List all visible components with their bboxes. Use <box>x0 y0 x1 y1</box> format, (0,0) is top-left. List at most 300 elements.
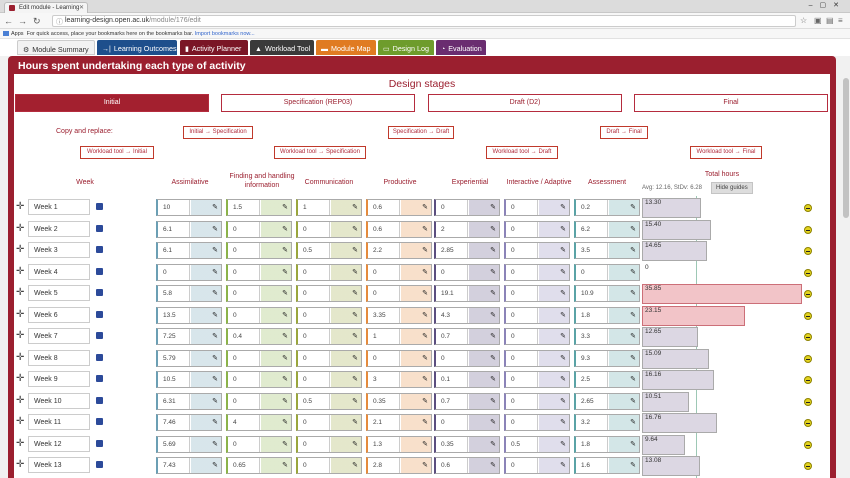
pencil-icon[interactable]: ✎ <box>282 376 288 383</box>
experiential-value[interactable]: 4.3 <box>436 308 468 323</box>
assimilative-value[interactable]: 10.5 <box>158 372 190 387</box>
pencil-icon[interactable]: ✎ <box>212 354 218 362</box>
assimilative-cell[interactable] <box>156 350 222 367</box>
experiential-cell[interactable] <box>434 242 500 259</box>
pencil-icon[interactable]: ✎ <box>352 462 358 469</box>
productive-cell[interactable] <box>366 328 432 345</box>
pencil-icon[interactable]: ✎ <box>560 247 566 254</box>
experiential-value[interactable]: 19.1 <box>436 286 468 301</box>
productive-value[interactable]: 0 <box>368 351 400 366</box>
finding-value[interactable]: 0 <box>228 372 260 387</box>
stage-button-0[interactable]: Initial <box>15 94 209 112</box>
week-name-input[interactable]: Week 8 <box>28 350 90 366</box>
finding-value[interactable]: 0.4 <box>228 329 260 344</box>
productive-cell[interactable] <box>366 199 432 216</box>
finding-value[interactable]: 0 <box>228 243 260 258</box>
drag-handle-icon[interactable]: ✛ <box>16 308 25 320</box>
pencil-icon[interactable]: ✎ <box>560 397 566 405</box>
communication-value[interactable]: 0 <box>298 415 330 430</box>
drag-handle-icon[interactable]: ✛ <box>16 222 25 234</box>
remove-row-icon[interactable] <box>804 290 812 298</box>
productive-cell[interactable] <box>366 414 432 431</box>
week-link-icon[interactable] <box>96 375 103 382</box>
drag-handle-icon[interactable]: ✛ <box>16 373 25 384</box>
nav-tab-2[interactable] <box>180 40 248 55</box>
productive-value[interactable]: 2.8 <box>368 458 400 473</box>
assimilative-cell[interactable] <box>156 457 222 474</box>
interactive-cell[interactable] <box>504 393 570 410</box>
assimilative-cell[interactable] <box>156 285 222 302</box>
finding-value[interactable]: 0 <box>228 265 260 280</box>
pencil-icon[interactable]: ✎ <box>630 225 636 233</box>
pencil-icon[interactable]: ✎ <box>422 419 428 426</box>
week-link-icon[interactable] <box>96 311 103 318</box>
finding-cell[interactable] <box>226 393 292 410</box>
pencil-icon[interactable]: ✎ <box>282 440 288 448</box>
communication-value[interactable]: 0 <box>298 265 330 280</box>
pencil-icon[interactable]: ✎ <box>560 419 566 426</box>
pencil-icon[interactable]: ✎ <box>212 247 218 254</box>
assessment-cell[interactable] <box>574 264 640 281</box>
assessment-cell[interactable] <box>574 199 640 216</box>
experiential-value[interactable]: 0 <box>436 415 468 430</box>
assessment-value[interactable]: 9.3 <box>576 351 608 366</box>
url-input[interactable] <box>52 15 796 27</box>
week-link-icon[interactable] <box>96 332 103 339</box>
nav-tab-6[interactable] <box>436 40 486 55</box>
remove-row-icon[interactable] <box>804 226 812 234</box>
week-name-input[interactable]: Week 9 <box>28 371 90 387</box>
pencil-icon[interactable]: ✎ <box>212 204 218 211</box>
pencil-icon[interactable]: ✎ <box>630 247 636 254</box>
experiential-value[interactable]: 0 <box>436 351 468 366</box>
pencil-icon[interactable]: ✎ <box>630 397 636 405</box>
pencil-icon[interactable]: ✎ <box>212 397 218 405</box>
productive-cell[interactable] <box>366 371 432 388</box>
pencil-icon[interactable]: ✎ <box>352 440 358 448</box>
drag-handle-icon[interactable]: ✛ <box>16 265 25 277</box>
assessment-value[interactable]: 1.8 <box>576 308 608 323</box>
drag-handle-icon[interactable]: ✛ <box>16 244 25 255</box>
interactive-cell[interactable] <box>504 328 570 345</box>
experiential-cell[interactable] <box>434 264 500 281</box>
pencil-icon[interactable]: ✎ <box>422 247 428 254</box>
experiential-cell[interactable] <box>434 414 500 431</box>
pencil-icon[interactable]: ✎ <box>282 354 288 362</box>
week-link-icon[interactable] <box>96 354 103 361</box>
assessment-value[interactable]: 10.9 <box>576 286 608 301</box>
pencil-icon[interactable]: ✎ <box>630 311 636 319</box>
pencil-icon[interactable]: ✎ <box>630 462 636 469</box>
interactive-value[interactable]: 0 <box>506 458 538 473</box>
drag-handle-icon[interactable]: ✛ <box>16 394 25 406</box>
experiential-value[interactable]: 0 <box>436 200 468 215</box>
assimilative-value[interactable]: 10 <box>158 200 190 215</box>
experiential-cell[interactable] <box>434 371 500 388</box>
remove-row-icon[interactable] <box>804 312 812 320</box>
communication-value[interactable]: 0 <box>298 286 330 301</box>
browser-tab[interactable] <box>4 2 88 13</box>
import-bookmarks-link[interactable]: Import bookmarks now... <box>194 31 255 37</box>
remove-row-icon[interactable] <box>804 333 812 341</box>
interactive-value[interactable]: 0 <box>506 265 538 280</box>
pencil-icon[interactable]: ✎ <box>560 225 566 233</box>
experiential-cell[interactable] <box>434 328 500 345</box>
finding-value[interactable]: 0 <box>228 308 260 323</box>
interactive-cell[interactable] <box>504 350 570 367</box>
interactive-cell[interactable] <box>504 242 570 259</box>
assessment-cell[interactable] <box>574 457 640 474</box>
pencil-icon[interactable]: ✎ <box>630 204 636 211</box>
scrollbar-thumb[interactable] <box>843 78 849 218</box>
interactive-cell[interactable] <box>504 436 570 453</box>
hide-guides-button[interactable]: Hide guides <box>711 182 753 194</box>
drag-handle-icon[interactable]: ✛ <box>16 351 25 363</box>
week-link-icon[interactable] <box>96 461 103 468</box>
interactive-value[interactable]: 0 <box>506 200 538 215</box>
assessment-value[interactable]: 3.5 <box>576 243 608 258</box>
pencil-icon[interactable]: ✎ <box>352 268 358 276</box>
productive-value[interactable]: 3 <box>368 372 400 387</box>
pencil-icon[interactable]: ✎ <box>490 247 496 254</box>
week-name-input[interactable]: Week 7 <box>28 328 90 344</box>
pencil-icon[interactable]: ✎ <box>352 225 358 233</box>
week-name-input[interactable]: Week 11 <box>28 414 90 430</box>
nav-tab-0[interactable] <box>17 40 95 55</box>
productive-value[interactable]: 3.35 <box>368 308 400 323</box>
window-controls[interactable]: –▢✕ <box>808 2 846 9</box>
pencil-icon[interactable]: ✎ <box>282 204 288 211</box>
pencil-icon[interactable]: ✎ <box>282 333 288 340</box>
productive-cell[interactable] <box>366 393 432 410</box>
pencil-icon[interactable]: ✎ <box>212 462 218 469</box>
remove-row-icon[interactable] <box>804 419 812 427</box>
pencil-icon[interactable]: ✎ <box>630 354 636 362</box>
interactive-cell[interactable] <box>504 414 570 431</box>
assessment-cell[interactable] <box>574 328 640 345</box>
finding-cell[interactable] <box>226 199 292 216</box>
pencil-icon[interactable]: ✎ <box>352 397 358 405</box>
experiential-value[interactable]: 0.35 <box>436 437 468 452</box>
pencil-icon[interactable]: ✎ <box>630 290 636 297</box>
week-name-input[interactable]: Week 6 <box>28 307 90 323</box>
communication-cell[interactable] <box>296 436 362 453</box>
week-name-input[interactable]: Week 5 <box>28 285 90 301</box>
assimilative-cell[interactable] <box>156 264 222 281</box>
pencil-icon[interactable]: ✎ <box>282 311 288 319</box>
pencil-icon[interactable]: ✎ <box>282 290 288 297</box>
week-name-input[interactable]: Week 4 <box>28 264 90 280</box>
pencil-icon[interactable]: ✎ <box>490 462 496 469</box>
finding-cell[interactable] <box>226 350 292 367</box>
pencil-icon[interactable]: ✎ <box>560 440 566 448</box>
pencil-icon[interactable]: ✎ <box>282 225 288 233</box>
week-link-icon[interactable] <box>96 397 103 404</box>
interactive-value[interactable]: 0 <box>506 351 538 366</box>
week-link-icon[interactable] <box>96 203 103 210</box>
pencil-icon[interactable]: ✎ <box>422 376 428 383</box>
assimilative-cell[interactable] <box>156 199 222 216</box>
copy-button-5[interactable]: Workload tool → Draft <box>486 146 558 159</box>
nav-tab-3[interactable] <box>250 40 314 55</box>
interactive-cell[interactable] <box>504 285 570 302</box>
pencil-icon[interactable]: ✎ <box>630 419 636 426</box>
communication-value[interactable]: 1 <box>298 200 330 215</box>
pencil-icon[interactable]: ✎ <box>352 333 358 340</box>
finding-cell[interactable] <box>226 414 292 431</box>
pencil-icon[interactable]: ✎ <box>490 311 496 319</box>
pencil-icon[interactable]: ✎ <box>212 440 218 448</box>
interactive-cell[interactable] <box>504 221 570 238</box>
experiential-cell[interactable] <box>434 285 500 302</box>
productive-value[interactable]: 1.3 <box>368 437 400 452</box>
finding-cell[interactable] <box>226 457 292 474</box>
pencil-icon[interactable]: ✎ <box>630 268 636 276</box>
assimilative-cell[interactable] <box>156 328 222 345</box>
remove-row-icon[interactable] <box>804 441 812 449</box>
productive-value[interactable]: 0 <box>368 265 400 280</box>
communication-value[interactable]: 0 <box>298 308 330 323</box>
interactive-cell[interactable] <box>504 264 570 281</box>
communication-value[interactable]: 0 <box>298 372 330 387</box>
pencil-icon[interactable]: ✎ <box>630 440 636 448</box>
assessment-cell[interactable] <box>574 436 640 453</box>
communication-value[interactable]: 0 <box>298 222 330 237</box>
pencil-icon[interactable]: ✎ <box>422 268 428 276</box>
communication-cell[interactable] <box>296 371 362 388</box>
communication-cell[interactable] <box>296 199 362 216</box>
communication-cell[interactable] <box>296 307 362 324</box>
communication-value[interactable]: 0 <box>298 458 330 473</box>
productive-cell[interactable] <box>366 264 432 281</box>
communication-cell[interactable] <box>296 350 362 367</box>
drag-handle-icon[interactable]: ✛ <box>16 437 25 449</box>
assimilative-cell[interactable] <box>156 414 222 431</box>
experiential-value[interactable]: 0.7 <box>436 394 468 409</box>
finding-cell[interactable] <box>226 436 292 453</box>
pencil-icon[interactable]: ✎ <box>560 311 566 319</box>
pencil-icon[interactable]: ✎ <box>490 225 496 233</box>
finding-value[interactable]: 0 <box>228 222 260 237</box>
finding-value[interactable]: 0 <box>228 394 260 409</box>
pencil-icon[interactable]: ✎ <box>630 376 636 383</box>
extension-icon[interactable]: ▣ <box>814 16 822 25</box>
finding-cell[interactable] <box>226 264 292 281</box>
interactive-value[interactable]: 0 <box>506 394 538 409</box>
pencil-icon[interactable]: ✎ <box>422 354 428 362</box>
extension-icon-2[interactable]: ▤ <box>826 16 834 25</box>
pencil-icon[interactable]: ✎ <box>560 354 566 362</box>
pencil-icon[interactable]: ✎ <box>560 333 566 340</box>
nav-tab-5[interactable] <box>378 40 434 55</box>
week-link-icon[interactable] <box>96 418 103 425</box>
assimilative-value[interactable]: 5.79 <box>158 351 190 366</box>
communication-value[interactable]: 0.5 <box>298 243 330 258</box>
remove-row-icon[interactable] <box>804 204 812 212</box>
communication-value[interactable]: 0 <box>298 351 330 366</box>
pencil-icon[interactable]: ✎ <box>560 462 566 469</box>
pencil-icon[interactable]: ✎ <box>490 290 496 297</box>
pencil-icon[interactable]: ✎ <box>212 268 218 276</box>
productive-value[interactable]: 2.1 <box>368 415 400 430</box>
close-tab-icon[interactable]: ✕ <box>78 5 84 11</box>
productive-value[interactable]: 0.6 <box>368 200 400 215</box>
communication-value[interactable]: 0 <box>298 437 330 452</box>
finding-cell[interactable] <box>226 371 292 388</box>
week-name-input[interactable]: Week 10 <box>28 393 90 409</box>
drag-handle-icon[interactable]: ✛ <box>16 201 25 212</box>
drag-handle-icon[interactable]: ✛ <box>16 416 25 427</box>
interactive-value[interactable]: 0 <box>506 329 538 344</box>
assessment-cell[interactable] <box>574 307 640 324</box>
pencil-icon[interactable]: ✎ <box>212 311 218 319</box>
finding-cell[interactable] <box>226 307 292 324</box>
experiential-cell[interactable] <box>434 457 500 474</box>
productive-value[interactable]: 2.2 <box>368 243 400 258</box>
assessment-cell[interactable] <box>574 414 640 431</box>
week-link-icon[interactable] <box>96 225 103 232</box>
interactive-cell[interactable] <box>504 457 570 474</box>
pencil-icon[interactable]: ✎ <box>212 376 218 383</box>
finding-value[interactable]: 0.65 <box>228 458 260 473</box>
nav-tab-1[interactable] <box>97 40 177 55</box>
pencil-icon[interactable]: ✎ <box>422 204 428 211</box>
experiential-value[interactable]: 0.7 <box>436 329 468 344</box>
copy-button-3[interactable]: Workload tool → Initial <box>80 146 154 159</box>
pencil-icon[interactable]: ✎ <box>490 354 496 362</box>
experiential-cell[interactable] <box>434 393 500 410</box>
pencil-icon[interactable]: ✎ <box>352 419 358 426</box>
pencil-icon[interactable]: ✎ <box>560 376 566 383</box>
assimilative-value[interactable]: 7.25 <box>158 329 190 344</box>
finding-value[interactable]: 4 <box>228 415 260 430</box>
productive-value[interactable]: 0 <box>368 286 400 301</box>
pencil-icon[interactable]: ✎ <box>490 419 496 426</box>
assessment-cell[interactable] <box>574 242 640 259</box>
interactive-value[interactable]: 0 <box>506 222 538 237</box>
pencil-icon[interactable]: ✎ <box>282 247 288 254</box>
experiential-value[interactable]: 0 <box>436 265 468 280</box>
pencil-icon[interactable]: ✎ <box>422 462 428 469</box>
assimilative-value[interactable]: 13.5 <box>158 308 190 323</box>
assessment-value[interactable]: 1.8 <box>576 437 608 452</box>
productive-cell[interactable] <box>366 457 432 474</box>
assimilative-cell[interactable] <box>156 371 222 388</box>
remove-row-icon[interactable] <box>804 247 812 255</box>
week-name-input[interactable]: Week 1 <box>28 199 90 215</box>
productive-cell[interactable] <box>366 436 432 453</box>
remove-row-icon[interactable] <box>804 398 812 406</box>
forward-icon[interactable]: → <box>18 16 27 26</box>
pencil-icon[interactable]: ✎ <box>282 419 288 426</box>
remove-row-icon[interactable] <box>804 355 812 363</box>
interactive-cell[interactable] <box>504 199 570 216</box>
finding-cell[interactable] <box>226 242 292 259</box>
finding-cell[interactable] <box>226 285 292 302</box>
nav-tab-4[interactable] <box>316 40 376 55</box>
copy-button-1[interactable]: Specification → Draft <box>388 126 454 139</box>
experiential-cell[interactable] <box>434 350 500 367</box>
week-link-icon[interactable] <box>96 289 103 296</box>
pencil-icon[interactable]: ✎ <box>282 268 288 276</box>
assessment-value[interactable]: 0.2 <box>576 200 608 215</box>
pencil-icon[interactable]: ✎ <box>352 204 358 211</box>
finding-value[interactable]: 1.5 <box>228 200 260 215</box>
assessment-cell[interactable] <box>574 371 640 388</box>
pencil-icon[interactable]: ✎ <box>212 290 218 297</box>
pencil-icon[interactable]: ✎ <box>490 333 496 340</box>
communication-value[interactable]: 0.5 <box>298 394 330 409</box>
week-name-input[interactable]: Week 13 <box>28 457 90 473</box>
assimilative-value[interactable]: 0 <box>158 265 190 280</box>
assimilative-cell[interactable] <box>156 393 222 410</box>
pencil-icon[interactable]: ✎ <box>352 354 358 362</box>
experiential-cell[interactable] <box>434 307 500 324</box>
pencil-icon[interactable]: ✎ <box>212 333 218 340</box>
assessment-value[interactable]: 6.2 <box>576 222 608 237</box>
experiential-value[interactable]: 2 <box>436 222 468 237</box>
week-name-input[interactable]: Week 3 <box>28 242 90 258</box>
stage-button-1[interactable]: Specification (REP03) <box>221 94 415 112</box>
pencil-icon[interactable]: ✎ <box>560 204 566 211</box>
pencil-icon[interactable]: ✎ <box>282 397 288 405</box>
assimilative-value[interactable]: 6.1 <box>158 243 190 258</box>
pencil-icon[interactable]: ✎ <box>422 225 428 233</box>
copy-button-6[interactable]: Workload tool → Final <box>690 146 762 159</box>
assessment-value[interactable]: 3.2 <box>576 415 608 430</box>
pencil-icon[interactable]: ✎ <box>490 376 496 383</box>
pencil-icon[interactable]: ✎ <box>422 333 428 340</box>
assimilative-value[interactable]: 5.69 <box>158 437 190 452</box>
pencil-icon[interactable]: ✎ <box>490 397 496 405</box>
communication-value[interactable]: 0 <box>298 329 330 344</box>
pencil-icon[interactable]: ✎ <box>352 290 358 297</box>
pencil-icon[interactable]: ✎ <box>352 247 358 254</box>
experiential-value[interactable]: 0.6 <box>436 458 468 473</box>
assimilative-value[interactable]: 6.31 <box>158 394 190 409</box>
copy-button-0[interactable]: Initial → Specification <box>183 126 253 139</box>
assimilative-cell[interactable] <box>156 242 222 259</box>
drag-handle-icon[interactable]: ✛ <box>16 459 25 470</box>
copy-button-4[interactable]: Workload tool → Specification <box>274 146 366 159</box>
experiential-cell[interactable] <box>434 221 500 238</box>
drag-handle-icon[interactable]: ✛ <box>16 330 25 341</box>
assimilative-value[interactable]: 7.46 <box>158 415 190 430</box>
copy-button-2[interactable]: Draft → Final <box>600 126 648 139</box>
communication-cell[interactable] <box>296 242 362 259</box>
back-icon[interactable]: ← <box>4 16 13 26</box>
interactive-value[interactable]: 0 <box>506 372 538 387</box>
pencil-icon[interactable]: ✎ <box>490 268 496 276</box>
productive-value[interactable]: 1 <box>368 329 400 344</box>
assimilative-cell[interactable] <box>156 436 222 453</box>
finding-value[interactable]: 0 <box>228 437 260 452</box>
assessment-cell[interactable] <box>574 221 640 238</box>
communication-cell[interactable] <box>296 414 362 431</box>
communication-cell[interactable] <box>296 264 362 281</box>
pencil-icon[interactable]: ✎ <box>422 397 428 405</box>
interactive-value[interactable]: 0 <box>506 415 538 430</box>
week-link-icon[interactable] <box>96 440 103 447</box>
finding-value[interactable]: 0 <box>228 286 260 301</box>
interactive-value[interactable]: 0 <box>506 286 538 301</box>
remove-row-icon[interactable] <box>804 462 812 470</box>
experiential-cell[interactable] <box>434 199 500 216</box>
pencil-icon[interactable]: ✎ <box>212 419 218 426</box>
communication-cell[interactable] <box>296 457 362 474</box>
pencil-icon[interactable]: ✎ <box>490 204 496 211</box>
finding-cell[interactable] <box>226 328 292 345</box>
